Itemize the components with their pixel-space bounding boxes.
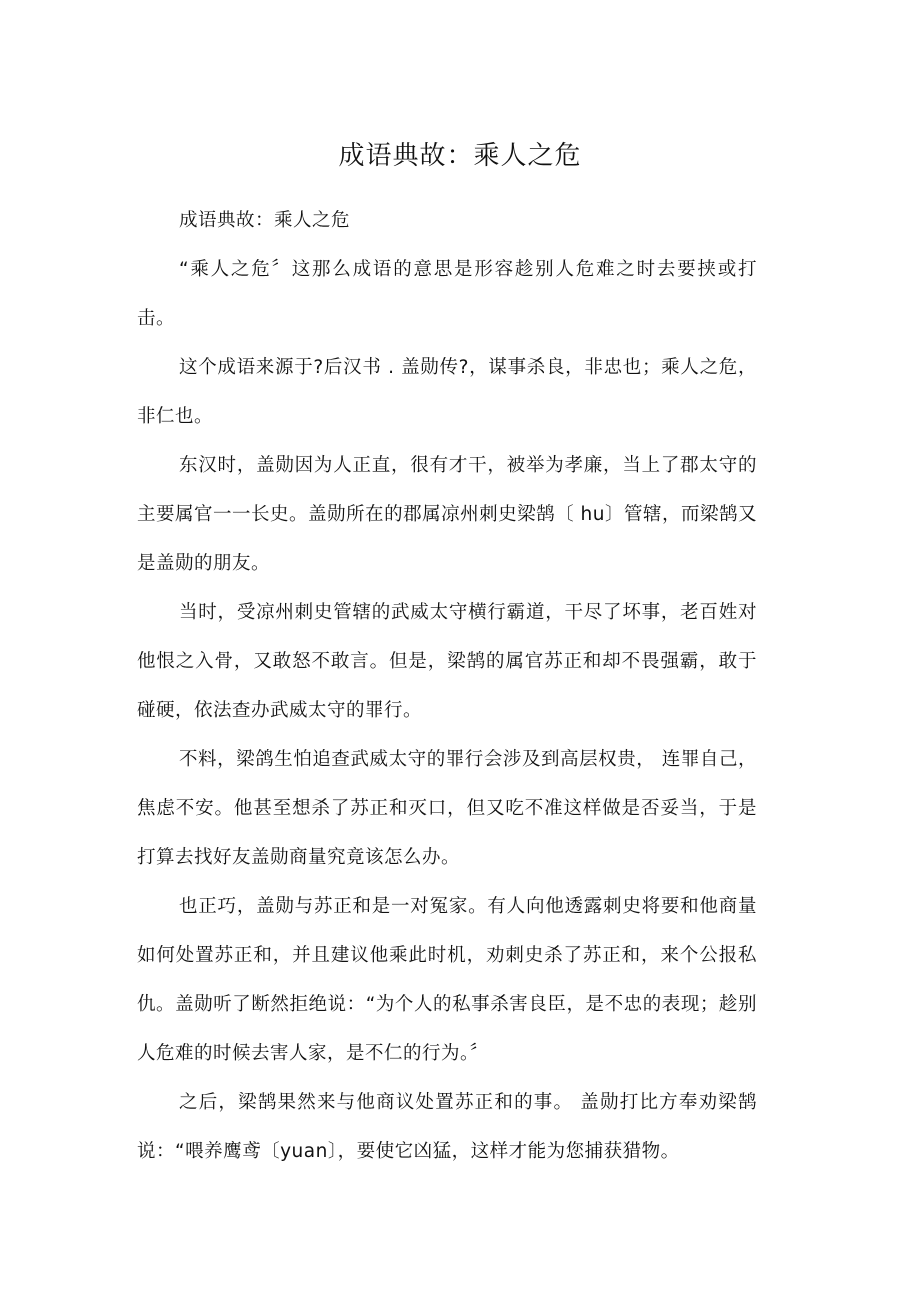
paragraph-liang-hu-worry: 不料，梁鸽生怕追查武威太守的罪行会涉及到高层权贵， 连罪自己，焦虑不安。他甚至想杀了苏正和灭口，但又吃不准这样做是否妥当，于是打算去找好友盖勋商量究竟该怎么办。 <box>137 749 757 868</box>
paragraph-source: 这个成语来源于?后汉书 . 盖勋传?，谋事杀良，非忠也；乘人之危，非仁也。 <box>137 357 757 427</box>
paragraph-advice: 之后，梁鹄果然来与他商议处置苏正和的事。 盖勋打比方奉劝梁鹄说：“喂养鹰鸢〔yuan〕，要使它凶猛，这样才能为您捕获猎物。 <box>137 1092 757 1162</box>
paragraph-gai-xun-refusal: 也正巧，盖勋与苏正和是一对冤家。有人向他透露刺史将要和他商量如何处置苏正和，并且建议他乘此时机，劝刺史杀了苏正和，来个公报私仇。盖勋听了断然拒绝说：“为个人的私事杀害良臣，是不忠的表现；趁别人危难的时候去害人家，是不仁的行为。〞 <box>137 896 757 1064</box>
paragraph-wuwei-governor: 当时，受凉州刺史管辖的武威太守横行霸道，干尽了坏事，老百姓对他恨之入骨，又敢怒不敢言。但是，梁鹄的属官苏正和却不畏强霸，敢于碰硬，依法查办武威太守的罪行。 <box>137 602 757 721</box>
page-title: 成语典故：乘人之危 <box>338 141 582 171</box>
paragraph-background: 东汉时，盖勋因为人正直，很有才干，被举为孝廉，当上了郡太守的主要属官一一长史。盖勋所在的郡属凉州刺史梁鹄〔 hu〕管辖，而梁鹄又是盖勋的朋友。 <box>137 455 757 574</box>
paragraph-subtitle: 成语典故：乘人之危 <box>179 210 351 231</box>
article-body <box>137 196 757 1176</box>
paragraph-meaning: “乘人之危〞这那么成语的意思是形容趁别人危难之时去要挟或打击。 <box>137 259 757 329</box>
